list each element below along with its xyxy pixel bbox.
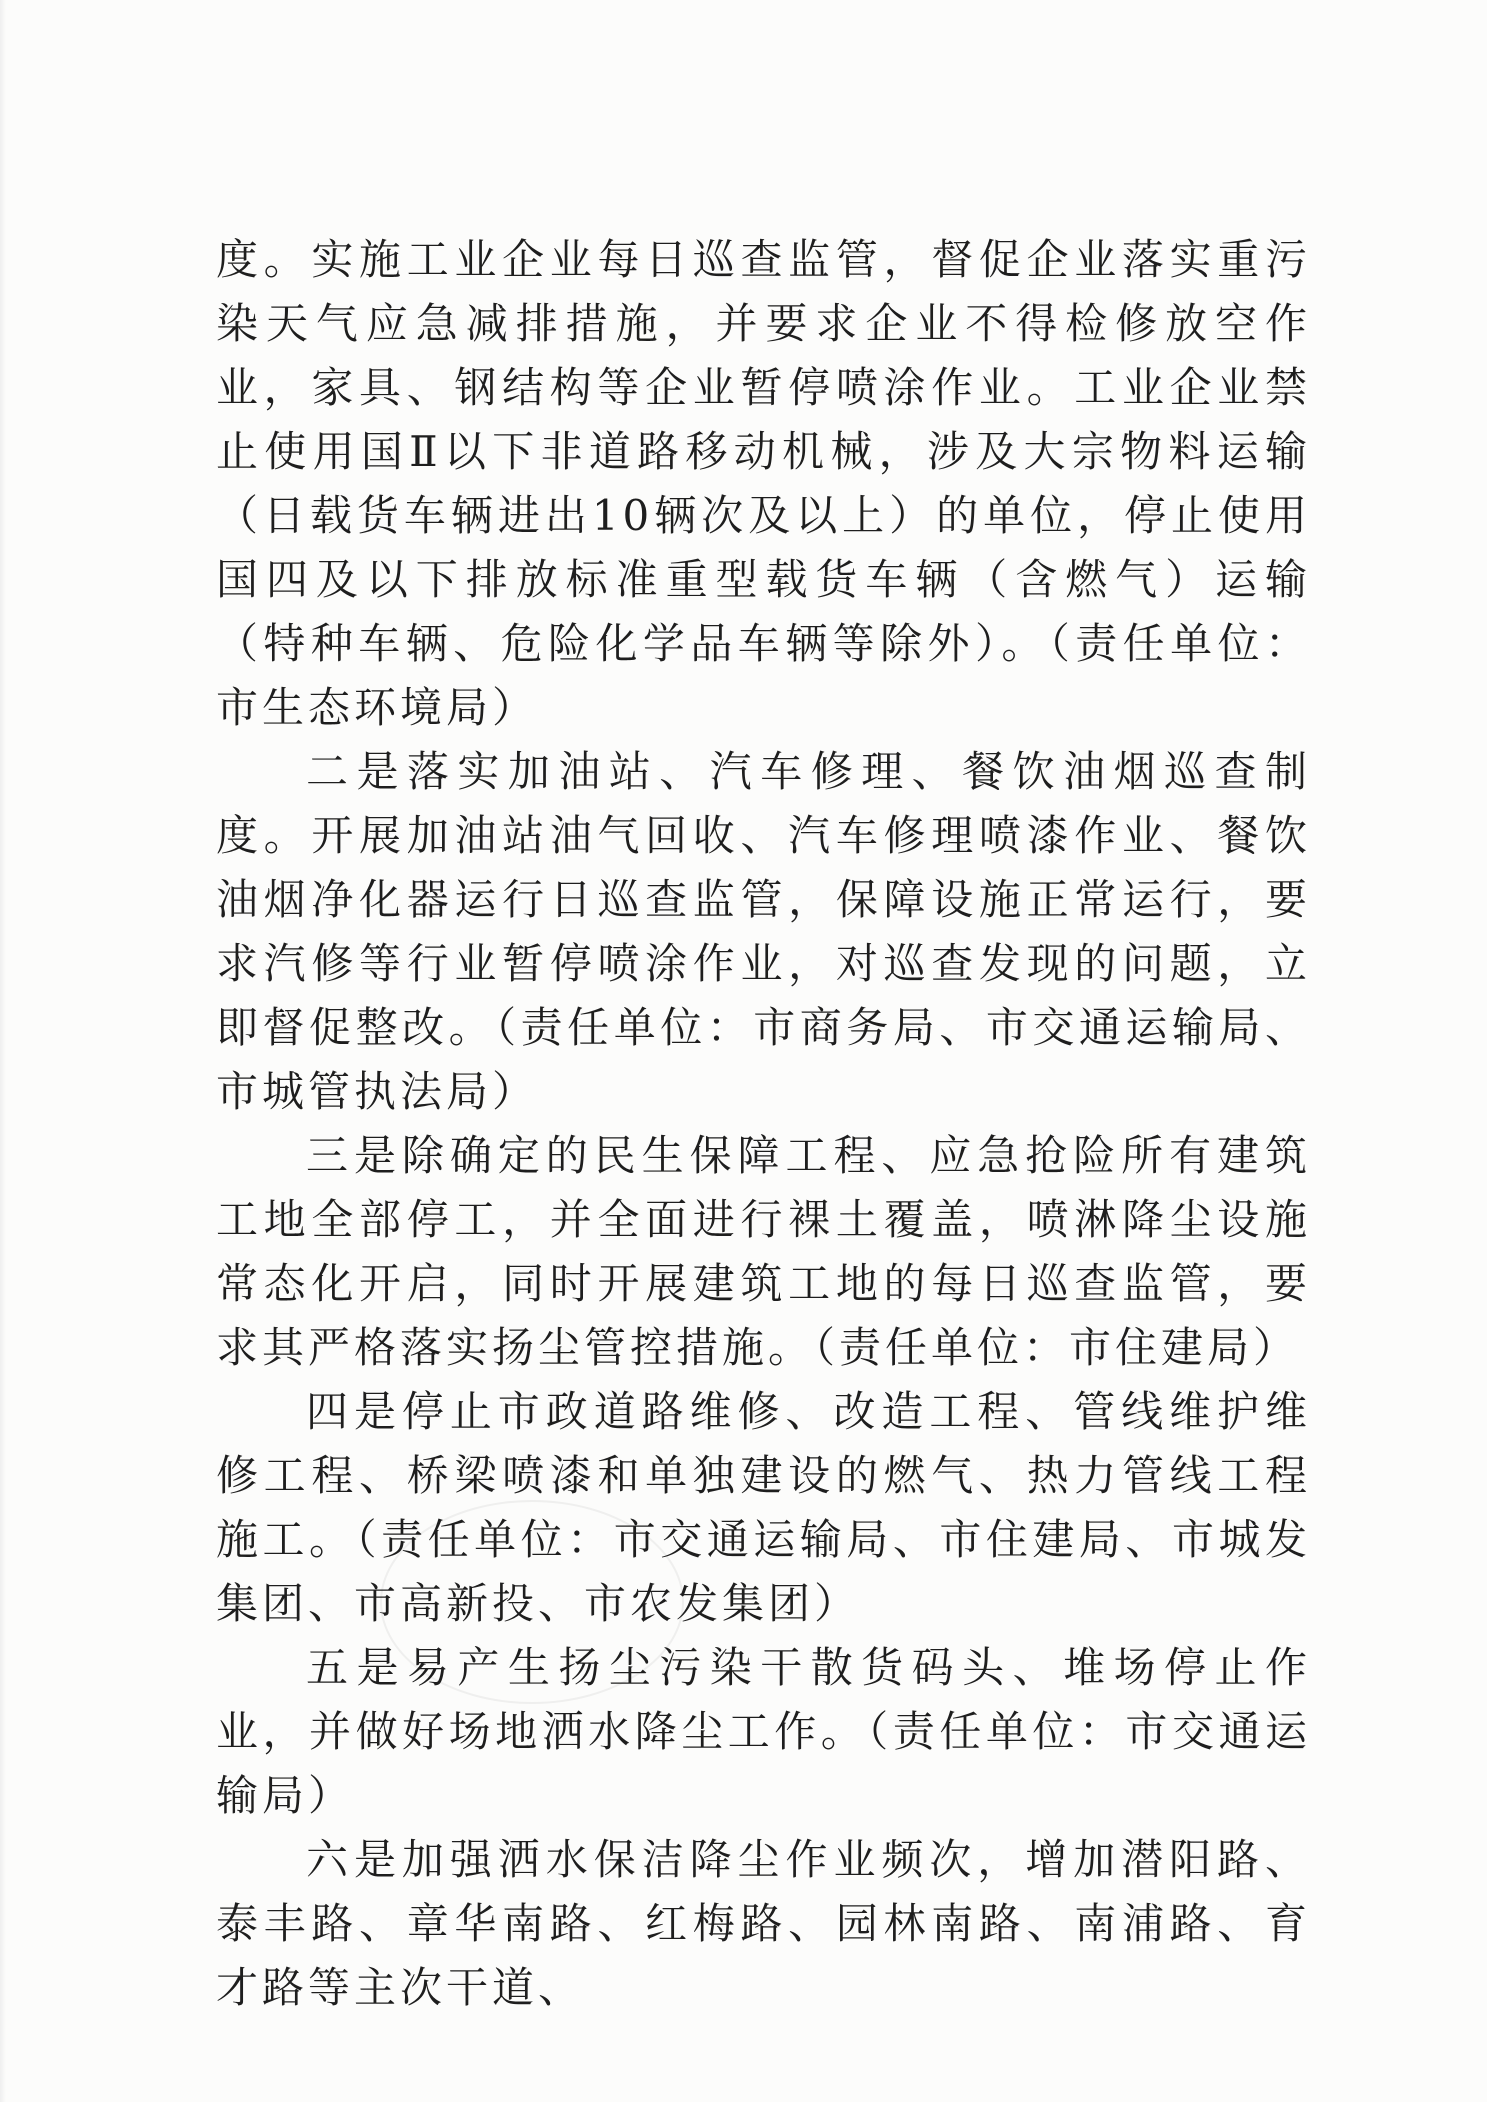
document-body — [216, 228, 1311, 2020]
paragraph-item-5: 五是易产生扬尘污染干散货码头、堆场停止作业，并做好场地洒水降尘工作。（责任单位：市交通运输局） — [216, 1643, 1311, 1820]
scan-edge-shadow — [0, 0, 6, 2102]
paragraph-item-2: 二是落实加油站、汽车修理、餐饮油烟巡查制度。开展加油站油气回收、汽车修理喷漆作业、餐饮油烟净化器运行日巡查监管，保障设施正常运行，要求汽修等行业暂停喷涂作业，对巡查发现的问题，立即督促整改。（责任单位：市商务局、市交通运输局、市城管执法局） — [216, 747, 1311, 1116]
paragraph-item-4: 四是停止市政道路维修、改造工程、管线维护维修工程、桥梁喷漆和单独建设的燃气、热力管线工程施工。（责任单位：市交通运输局、市住建局、市城发集团、市高新投、市农发集团） — [216, 1387, 1311, 1628]
paragraph-item-6: 六是加强洒水保洁降尘作业频次，增加潜阳路、泰丰路、章华南路、红梅路、园林南路、南浦路、育才路等主次干道、 — [216, 1835, 1311, 2012]
paragraph-continuation: 度。实施工业企业每日巡查监管，督促企业落实重污染天气应急减排措施，并要求企业不得检修放空作业，家具、钢结构等企业暂停喷涂作业。工业企业禁止使用国Ⅱ以下非道路移动机械，涉及大宗物料运输（日载货车辆进出10辆次及以上）的单位，停止使用国四及以下排放标准重型载货车辆（含燃气）运输（特种车辆、危险化学品车辆等除外）。（责任单位：市生态环境局） — [216, 235, 1311, 732]
paragraph-item-3: 三是除确定的民生保障工程、应急抢险所有建筑工地全部停工，并全面进行裸土覆盖，喷淋降尘设施常态化开启，同时开展建筑工地的每日巡查监管，要求其严格落实扬尘管控措施。（责任单位：市住建局） — [216, 1131, 1311, 1372]
